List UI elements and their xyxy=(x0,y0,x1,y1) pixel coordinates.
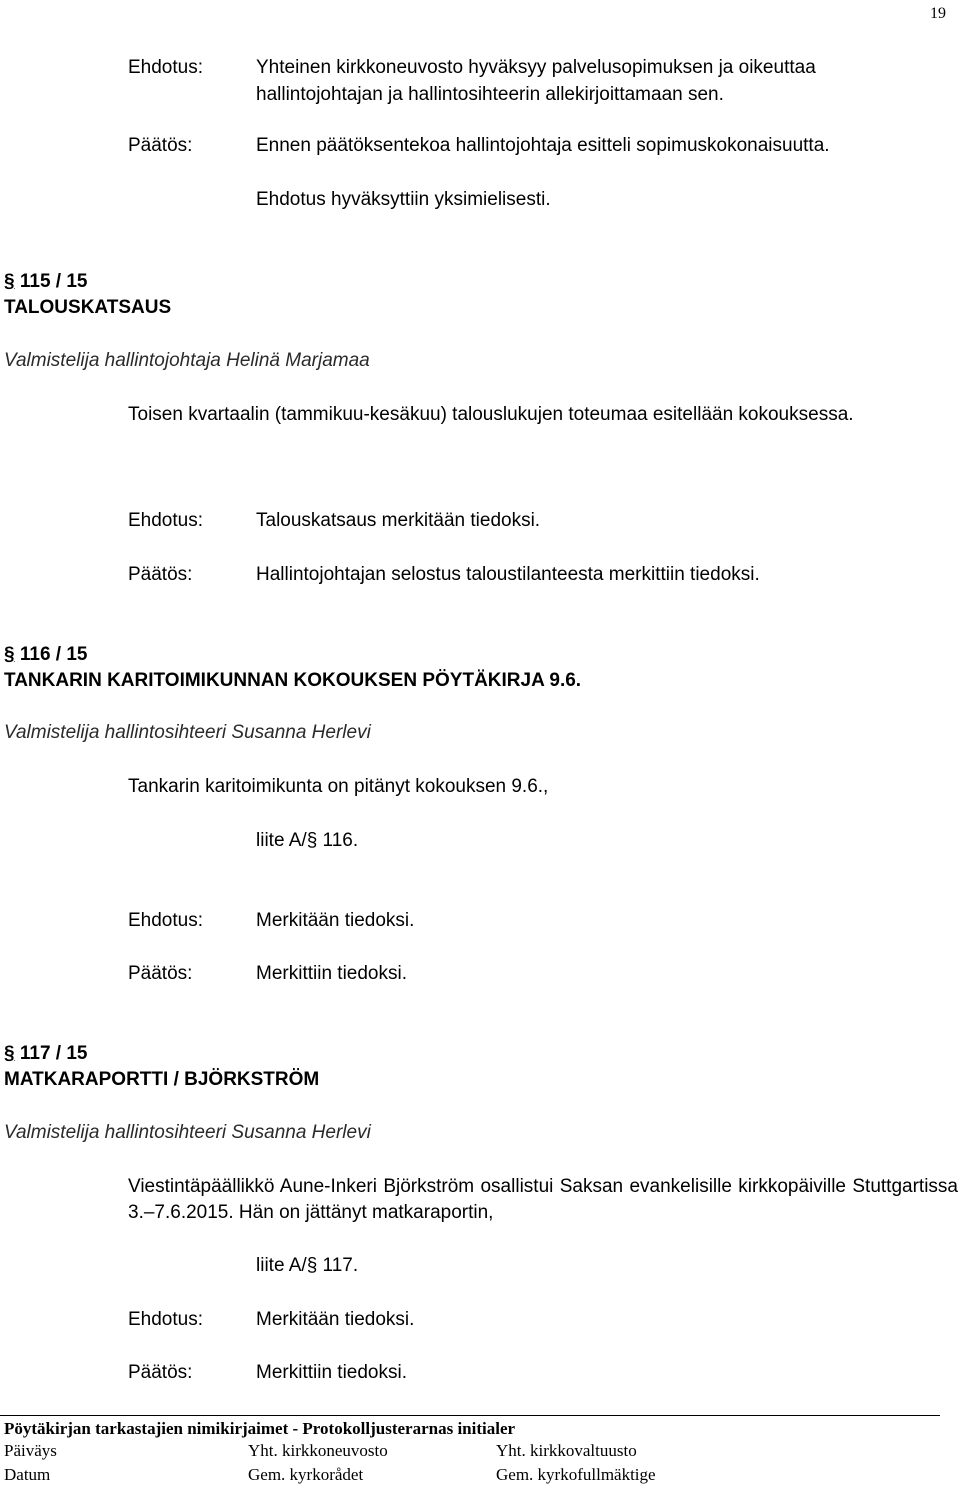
decision-text: Ehdotus hyväksyttiin yksimielisesti. xyxy=(256,189,551,210)
section-body: Toisen kvartaalin (tammikuu-kesäkuu) talouslukujen toteumaa esitellään kokouksessa. xyxy=(128,404,854,425)
section-number: 115 / 15 xyxy=(19,271,88,292)
section-body: Tankarin karitoimikunta on pitänyt kokouksen 9.6., xyxy=(128,776,549,797)
preparer-line: Valmistelija hallintosihteeri Susanna Herlevi xyxy=(4,1122,371,1143)
section-115-heading xyxy=(4,270,87,294)
decision-text: Ennen päätöksentekoa hallintojohtaja esitteli sopimuskokonaisuutta. xyxy=(256,135,830,156)
proposal-label: Ehdotus: xyxy=(128,910,203,931)
attachment-ref: liite A/§ 116. xyxy=(256,830,359,851)
proposal-text: Merkitään tiedoksi. xyxy=(256,1309,415,1330)
proposal-text: Talouskatsaus merkitään tiedoksi. xyxy=(256,510,541,531)
decision-label: Päätös: xyxy=(128,1362,193,1383)
section-title: TALOUSKATSAUS xyxy=(4,297,172,318)
preparer-line: Valmistelija hallintosihteeri Susanna Herlevi xyxy=(4,722,371,743)
decision-text: Hallintojohtajan selostus taloustilanteesta merkittiin tiedoksi. xyxy=(256,564,760,585)
proposal-text: hallintojohtajan ja hallintosihteerin allekirjoittamaan sen. xyxy=(256,84,724,105)
decision-label: Päätös: xyxy=(128,564,193,585)
decision-label: Päätös: xyxy=(128,963,193,984)
decision-text: Merkittiin tiedoksi. xyxy=(256,1362,407,1383)
section-body: Viestintäpäällikkö Aune-Inkeri Björkström osallistui Saksan evankelisille kirkkopäiville Stuttgartissa 3.–7.6.2015. Hän on jättänyt matkaraportin, xyxy=(128,1176,958,1223)
decision-label: Päätös: xyxy=(128,135,193,156)
proposal-text: Merkitään tiedoksi. xyxy=(256,910,415,931)
footer-cell: Gem. kyrkorådet xyxy=(248,1465,364,1484)
proposal-label: Ehdotus: xyxy=(128,57,203,78)
footer-cell: Gem. kyrkofullmäktige xyxy=(496,1465,656,1484)
section-number: 116 / 15 xyxy=(19,644,88,665)
section-sign: § xyxy=(4,1043,15,1064)
section-title: MATKARAPORTTI / BJÖRKSTRÖM xyxy=(4,1069,320,1090)
proposal-text: Yhteinen kirkkoneuvosto hyväksyy palvelusopimuksen ja oikeuttaa xyxy=(256,57,816,78)
section-title: TANKARIN KARITOIMIKUNNAN KOKOUKSEN PÖYTÄKIRJA 9.6. xyxy=(4,670,582,691)
section-116-heading xyxy=(4,643,87,667)
footer-divider xyxy=(0,1415,940,1416)
footer-cell: Yht. kirkkoneuvosto xyxy=(248,1441,388,1460)
section-sign: § xyxy=(4,271,15,292)
footer-heading: Pöytäkirjan tarkastajien nimikirjaimet - Protokolljusterarnas initialer xyxy=(4,1419,516,1438)
section-number: 117 / 15 xyxy=(19,1043,88,1064)
section-sign: § xyxy=(4,644,15,665)
footer-cell: Yht. kirkkovaltuusto xyxy=(496,1441,637,1460)
section-117-heading xyxy=(4,1042,87,1066)
page-number: 19 xyxy=(930,5,946,22)
footer-cell: Datum xyxy=(4,1465,51,1484)
decision-text: Merkittiin tiedoksi. xyxy=(256,963,407,984)
preparer-line: Valmistelija hallintojohtaja Helinä Marjamaa xyxy=(4,350,370,371)
proposal-label: Ehdotus: xyxy=(128,1309,203,1330)
proposal-label: Ehdotus: xyxy=(128,510,203,531)
attachment-ref: liite A/§ 117. xyxy=(256,1255,359,1276)
footer-cell: Päiväys xyxy=(4,1441,57,1460)
